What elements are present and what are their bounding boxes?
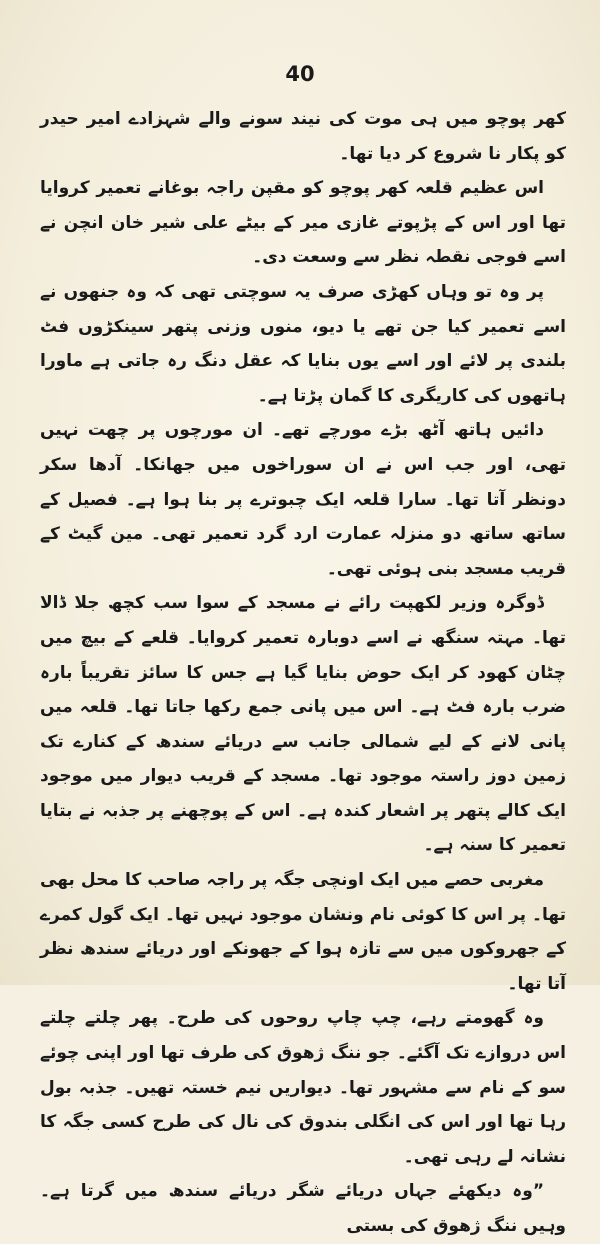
paragraph: وہ گھومتے رہے، چپ چاپ روحوں کی طرح۔ پھر چلتے چلتے اس دروازے تک آگئے۔ جو ننگ ژھوق کی طرف تھا اور اپنی چوئے سو کے نام سے مشہور تھا۔ دیواریں نیم خستہ تھیں۔ جذبہ بول رہا تھا اور اس کی انگلی بندوق کی نال کی طرح کسی جگہ کا نشانہ لے رہی تھی۔ <box>40 1008 566 1167</box>
paragraph: پر وہ تو وہاں کھڑی صرف یہ سوچتی تھی کہ وہ جنھوں نے اسے تعمیر کیا جن تھے یا دیو، منوں وزنی پتھر سینکڑوں فٹ بلندی پر لائے اور اسے یوں بنایا کہ عقل دنگ رہ جاتی ہے ماورا ہاتھوں کی کاریگری کا گمان پڑتا ہے۔ <box>40 281 566 406</box>
paragraph: ڈوگرہ وزیر لکھپت رائے نے مسجد کے سوا سب کچھ جلا ڈالا تھا۔ مہتہ سنگھ نے اسے دوبارہ تعمیر کروایا۔ قلعے کے بیچ میں چٹان کھود کر ایک حوض بنایا گیا ہے جس کا سائز تقریباً بارہ ضرب بارہ فٹ ہے۔ اس میں پانی جمع رکھا جاتا تھا۔ قلعہ میں پانی لانے کے لیے شمالی جانب سے دریائے سندھ کے کنارے تک زمین دوز راستہ موجود تھا۔ مسجد کے قریب دیوار میں موجود ایک کالے پتھر پر اشعار کندہ ہے۔ اس کے پوچھنے پر جذبہ نے بتایا تعمیر کا سنہ ہے۔ <box>40 593 566 856</box>
paragraph: کھر پوچو میں ہی موت کی نیند سونے والے شہزادے امیر حیدر کو پکار نا شروع کر دیا تھا۔ <box>40 109 566 164</box>
page-number: 40 <box>285 62 315 86</box>
body-text <box>40 102 566 1244</box>
paragraph: اس عظیم قلعہ کھر پوچو کو مقپن راجہ بوغانے تعمیر کروایا تھا اور اس کے پڑپوتے غازی میر کے بیٹے علی شیر خان انچن نے اسے فوجی نقطہ نظر سے وسعت دی۔ <box>40 178 566 268</box>
paragraph: ”وہ دیکھئے جہاں دریائے شگر دریائے سندھ میں گرتا ہے۔ وہیں ننگ ژھوق کی بستی <box>40 1181 566 1236</box>
paragraph: دائیں ہاتھ آٹھ بڑے مورچے تھے۔ ان مورچوں پر چھت نہیں تھی، اور جب اس نے ان سوراخوں میں جھانکا۔ آدھا سکر دونظر آتا تھا۔ سارا قلعہ ایک چبوترے پر بنا ہوا ہے۔ فصیل کے ساتھ ساتھ دو منزلہ عمارت ارد گرد تعمیر تھی۔ مین گیٹ کے قریب مسجد بنی ہوئی تھی۔ <box>40 420 566 579</box>
paragraph: مغربی حصے میں ایک اونچی جگہ پر راجہ صاحب کا محل بھی تھا۔ پر اس کا کوئی نام ونشان موجود نہیں تھا۔ ایک گول کمرے کے جھروکوں میں سے تازہ ہوا کے جھونکے اور دریائے سندھ نظر آتا تھا۔ <box>40 870 566 994</box>
